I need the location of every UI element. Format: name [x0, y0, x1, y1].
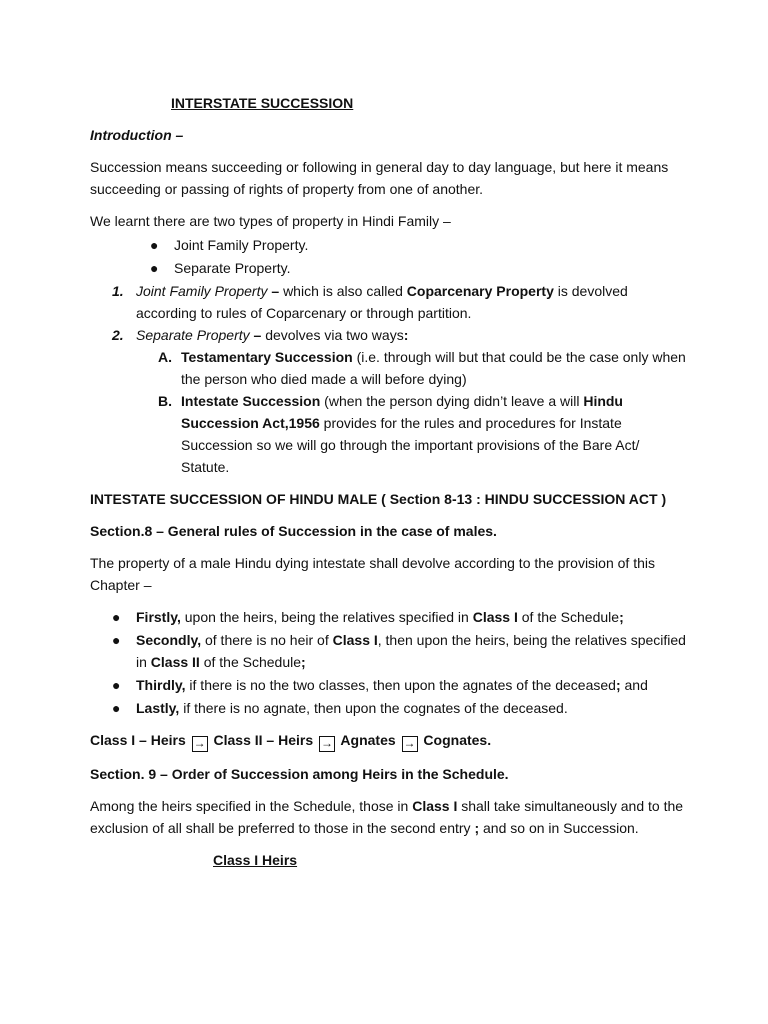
- succession-types-list: [136, 346, 690, 478]
- list-item-thirdly: ● Thirdly, if there is no the two classes, then upon the agnates of the deceased; and: [90, 674, 690, 696]
- document-page: [90, 92, 690, 871]
- section-9-heading: Section. 9 – Order of Succession among Heirs in the Schedule.: [90, 766, 509, 782]
- arrow-right-icon: →: [193, 736, 206, 750]
- succession-definition-paragraph: Succession means succeeding or following in general day to day language, but here it means succeeding or passing of rights of property from one of another.: [90, 159, 669, 197]
- class-i-heirs-heading: Class I Heirs: [213, 852, 298, 868]
- arrow-right-icon: →: [403, 736, 416, 750]
- property-types-list: [90, 234, 690, 280]
- list-item: ● Joint Family Property.: [90, 234, 690, 257]
- property-explanation-list: [90, 280, 690, 478]
- section-8-paragraph: The property of a male Hindu dying intestate shall devolve according to the provision of this Chapter –: [90, 555, 655, 593]
- list-letter: A.: [158, 349, 172, 365]
- list-item-testamentary: A. Testamentary Succession (i.e. through will but that could be the case only when the person who died made a will before dying): [136, 346, 690, 390]
- bullet-icon: ●: [150, 260, 159, 276]
- bullet-icon: ●: [112, 632, 121, 648]
- bullet-icon: ●: [112, 677, 121, 693]
- bullet-icon: ●: [112, 700, 121, 716]
- bullet-icon: ●: [150, 237, 159, 253]
- devolution-rules-list: [90, 606, 690, 719]
- document-title: INTERSTATE SUCCESSION: [171, 95, 354, 111]
- list-number: 2.: [112, 327, 124, 343]
- introduction-heading: Introduction –: [90, 127, 184, 143]
- section-9-paragraph: Among the heirs specified in the Schedule, those in Class I shall take simultaneously and to the exclusion of all shall be preferred to those in the second entry ; and so on in Succession.: [90, 798, 684, 836]
- arrow-right-icon: →: [321, 736, 334, 750]
- list-item-firstly: ● Firstly, upon the heirs, being the relatives specified in Class I of the Schedule;: [90, 606, 690, 628]
- bullet-icon: ●: [112, 609, 121, 625]
- list-number: 1.: [112, 283, 124, 299]
- list-item-secondly: ● Secondly, of there is no heir of Class I, then upon the heirs, being the relatives specified in Class II of the Schedule;: [90, 629, 690, 673]
- property-types-intro: We learnt there are two types of property in Hindi Family –: [90, 213, 451, 229]
- list-letter: B.: [158, 393, 172, 409]
- section-8-heading: Section.8 – General rules of Succession in the case of males.: [90, 523, 497, 539]
- list-item: ● Separate Property.: [90, 257, 690, 280]
- succession-flow: Class I – Heirs → Class II – Heirs → Agnates → Cognates.: [90, 732, 492, 750]
- hindu-male-heading: INTESTATE SUCCESSION OF HINDU MALE ( Section 8-13 : HINDU SUCCESSION ACT ): [90, 491, 667, 507]
- list-item-separate-property: 2. Separate Property – devolves via two ways: A. Testamentary Succession (i.e. through will but that could be the case only when the person who died made a will before dying) B. Intestate Succession (when the person dying didn’t leave a will Hindu Succession Act,1956 provides for the rules and procedures for Instate Succession so we will go through the important provisions of the Bare Act/ Statute.: [90, 324, 690, 478]
- list-item-joint-family: 1. Joint Family Property – which is also called Coparcenary Property is devolved according to rules of Coparcenary or through partition.: [90, 280, 690, 324]
- list-item-lastly: ● Lastly, if there is no agnate, then upon the cognates of the deceased.: [90, 697, 690, 719]
- list-item-intestate: B. Intestate Succession (when the person dying didn’t leave a will Hindu Succession Act,1956 provides for the rules and procedures for Instate Succession so we will go through the important provisions of the Bare Act/ Statute.: [136, 390, 690, 478]
